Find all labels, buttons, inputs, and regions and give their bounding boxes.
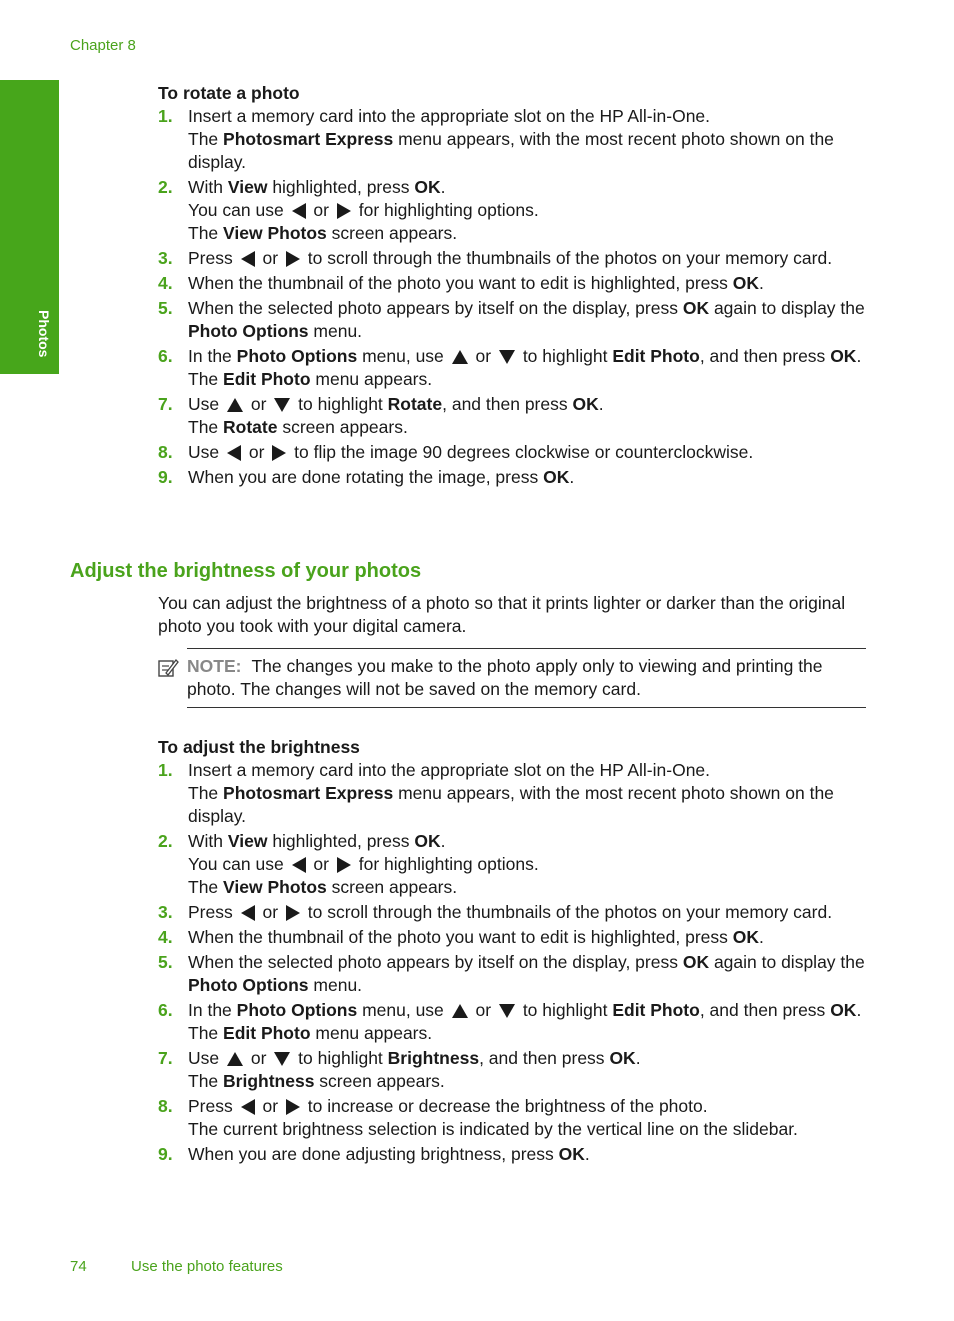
step-text: Use or to highlight Brightness, and then press OK. (188, 1048, 641, 1068)
list-item (158, 926, 868, 949)
left-arrow-icon (241, 905, 255, 921)
step-text: When you are done adjusting brightness, press OK. (188, 1144, 590, 1164)
step-number: 8. (158, 442, 173, 462)
right-arrow-icon (337, 203, 351, 219)
list-item (158, 345, 868, 391)
step-result: The Edit Photo menu appears. (188, 369, 433, 389)
step-text: With View highlighted, press OK. (188, 177, 446, 197)
list-item (158, 272, 868, 295)
step-number: 2. (158, 177, 173, 197)
list-item (158, 247, 868, 270)
list-item (158, 901, 868, 924)
brightness-title: To adjust the brightness (158, 737, 360, 757)
step-result: The current brightness selection is indicated by the vertical line on the slidebar. (188, 1119, 798, 1139)
step-tip: You can use or for highlighting options. (188, 200, 539, 220)
step-text: Insert a memory card into the appropriate slot on the HP All-in-One. (188, 106, 711, 126)
up-arrow-icon (227, 398, 243, 412)
side-tab-label: Photos (36, 310, 52, 358)
section-intro: You can adjust the brightness of a photo so that it prints lighter or darker than the original photo you took with your digital camera. (158, 593, 846, 636)
list-item (158, 830, 868, 899)
step-number: 1. (158, 760, 173, 780)
down-arrow-icon (274, 398, 290, 412)
step-number: 4. (158, 273, 173, 293)
down-arrow-icon (274, 1052, 290, 1066)
step-number: 6. (158, 346, 173, 366)
right-arrow-icon (337, 857, 351, 873)
list-item (158, 176, 868, 245)
step-text: When you are done rotating the image, press OK. (188, 467, 575, 487)
list-item (158, 441, 868, 464)
note-text: The changes you make to the photo apply only to viewing and printing the photo. The changes will not be saved on the memory card. (187, 656, 823, 699)
step-text: Use or to flip the image 90 degrees clockwise or counterclockwise. (188, 442, 754, 462)
step-number: 2. (158, 831, 173, 851)
step-number: 5. (158, 298, 173, 318)
step-result: The View Photos screen appears. (188, 877, 458, 897)
page-number: 74 (70, 1258, 87, 1275)
rotate-title: To rotate a photo (158, 83, 300, 103)
chapter-label: Chapter 8 (70, 37, 136, 54)
left-arrow-icon (241, 1099, 255, 1115)
step-text: Press or to increase or decrease the brightness of the photo. (188, 1096, 708, 1116)
list-item (158, 951, 868, 997)
step-text: With View highlighted, press OK. (188, 831, 446, 851)
step-number: 1. (158, 106, 173, 126)
right-arrow-icon (272, 445, 286, 461)
footer-section-title: Use the photo features (131, 1258, 283, 1275)
list-item (158, 1143, 868, 1166)
step-text: Press or to scroll through the thumbnails of the photos on your memory card. (188, 248, 833, 268)
up-arrow-icon (227, 1052, 243, 1066)
step-number: 7. (158, 1048, 173, 1068)
step-text: When the thumbnail of the photo you want to edit is highlighted, press OK. (188, 927, 764, 947)
rotate-steps (158, 105, 868, 489)
brightness-steps (158, 759, 868, 1166)
step-result: The Edit Photo menu appears. (188, 1023, 433, 1043)
step-tip: You can use or for highlighting options. (188, 854, 539, 874)
up-arrow-icon (452, 350, 468, 364)
section-heading: Adjust the brightness of your photos (70, 560, 422, 582)
note-box (187, 648, 866, 708)
right-arrow-icon (286, 1099, 300, 1115)
step-result: The Brightness screen appears. (188, 1071, 445, 1091)
step-text: Use or to highlight Rotate, and then press OK. (188, 394, 604, 414)
list-item (158, 1095, 868, 1141)
rotate-procedure (158, 81, 868, 491)
down-arrow-icon (499, 350, 515, 364)
step-number: 4. (158, 927, 173, 947)
step-number: 9. (158, 1144, 173, 1164)
step-text: When the selected photo appears by itself on the display, press OK again to display the Photo Options menu. (188, 298, 865, 341)
step-number: 3. (158, 248, 173, 268)
step-result: The Photosmart Express menu appears, with the most recent photo shown on the display. (188, 129, 834, 172)
list-item (158, 999, 868, 1045)
up-arrow-icon (452, 1004, 468, 1018)
list-item (158, 297, 868, 343)
list-item (158, 393, 868, 439)
list-item (158, 759, 868, 828)
note-label: NOTE: (187, 656, 242, 676)
left-arrow-icon (292, 857, 306, 873)
step-number: 9. (158, 467, 173, 487)
left-arrow-icon (241, 251, 255, 267)
step-text: Press or to scroll through the thumbnails of the photos on your memory card. (188, 902, 833, 922)
step-text: In the Photo Options menu, use or to highlight Edit Photo, and then press OK. (188, 346, 862, 366)
step-text: Insert a memory card into the appropriate slot on the HP All-in-One. (188, 760, 711, 780)
down-arrow-icon (499, 1004, 515, 1018)
step-text: In the Photo Options menu, use or to highlight Edit Photo, and then press OK. (188, 1000, 862, 1020)
step-number: 8. (158, 1096, 173, 1116)
step-number: 6. (158, 1000, 173, 1020)
step-text: When the thumbnail of the photo you want to edit is highlighted, press OK. (188, 273, 764, 293)
step-number: 7. (158, 394, 173, 414)
step-number: 3. (158, 902, 173, 922)
list-item (158, 1047, 868, 1093)
step-result: The View Photos screen appears. (188, 223, 458, 243)
list-item (158, 466, 868, 489)
step-number: 5. (158, 952, 173, 972)
step-result: The Rotate screen appears. (188, 417, 408, 437)
left-arrow-icon (227, 445, 241, 461)
step-result: The Photosmart Express menu appears, with the most recent photo shown on the display. (188, 783, 834, 826)
step-text: When the selected photo appears by itself on the display, press OK again to display the Photo Options menu. (188, 952, 865, 995)
right-arrow-icon (286, 251, 300, 267)
brightness-procedure (158, 735, 868, 1168)
note-pencil-icon (157, 657, 179, 685)
right-arrow-icon (286, 905, 300, 921)
list-item (158, 105, 868, 174)
left-arrow-icon (292, 203, 306, 219)
